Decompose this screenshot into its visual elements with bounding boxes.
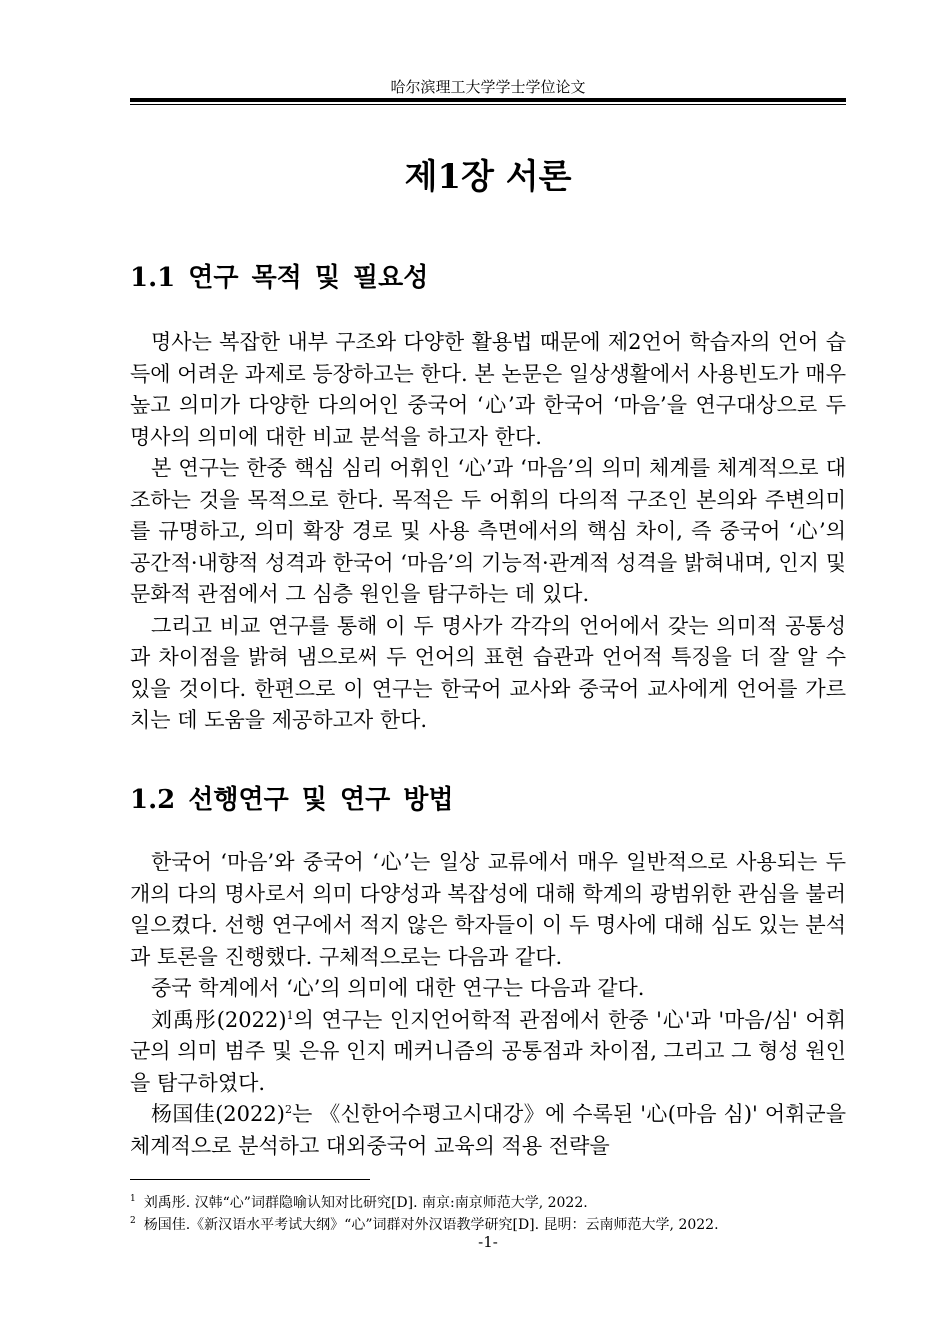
citation-author: 刘禹彤(2022) [151,1007,287,1032]
footnote [130,1192,846,1214]
citation-author: 杨国佳(2022) [151,1102,285,1126]
footnote-ref: 2 [284,1103,292,1116]
header-rule-thin [130,104,846,105]
chapter-title: 제1장 서론 [404,157,572,197]
footnote-mark: 2 [130,1216,136,1227]
paragraph-text: 의 연구는 인지언어학적 관점에서 한중 '心'과 '마음/심' 어휘군의 의미 범주 및 은유 인지 메커니즘의 공통점과 차이점, 그리고 그 형성 원인을 탐구하였다. [130,1007,846,1095]
footnote-ref: 1 [286,1008,294,1022]
page-number: -1- [478,1233,498,1251]
paragraph: 한국어 ‘마음’와 중국어 ‘心’는 일상 교류에서 매우 일반적으로 사용되는 두 개의 다의 명사로서 의미 다양성과 복잡성에 대해 학계의 광범위한 관심을 불러일으켰다. 선행 연구에서 적지 않은 학자들이 이 두 명사에 대해 심도 있는 분석과 토론을 진행했다. 구체적으로는 다음과 같다. [130,850,846,969]
paragraph: 중국 학계에서 ‘心’의 의미에 대한 연구는 다음과 같다. [151,976,645,1000]
footnote-separator [130,1179,370,1180]
paragraph-with-citation [130,1099,846,1162]
header-rule-thick [130,98,846,102]
paragraph: 그리고 비교 연구를 통해 이 두 명사가 각각의 언어에서 갖는 의미적 공통성과 차이점을 밝혀 냄으로써 두 언어의 표현 습관과 언어적 특징을 더 잘 알 수 있을 것이다. 한편으로 이 연구는 한국어 교사와 중국어 교사에게 언어를 가르치는 데 도움을 제공하고자 한다. [130,613,846,732]
footnotes [130,1192,846,1236]
paragraph-with-citation [130,1005,846,1100]
section-1-2-body [130,847,846,1162]
section-heading-1-1: 1.1 연구 목적 및 필요성 [130,263,429,293]
footnote-mark: 1 [130,1194,136,1205]
running-header: 哈尔滨理工大学学士学位论文 [390,78,586,96]
paragraph: 명사는 복잡한 내부 구조와 다양한 활용법 때문에 제2언어 학습자의 언어 습득에 어려운 과제로 등장하고는 한다. 본 논문은 일상생활에서 사용빈도가 매우 높고 의미가 다양한 다의어인 중국어 ‘心’과 한국어 ‘마음’을 연구대상으로 두 명사의 의미에 대한 비교 분석을 하고자 한다. [130,330,846,449]
section-1-1-body [130,327,846,737]
paragraph: 본 연구는 한중 핵심 심리 어휘인 ‘心’과 ‘마음’의 의미 체계를 체계적으로 대조하는 것을 목적으로 한다. 목적은 두 어휘의 다의적 구조인 본의와 주변의미를 규명하고, 의미 확장 경로 및 사용 측면에서의 핵심 차이, 즉 중국어 ‘心’의 공간적·내향적 성격과 한국어 ‘마음’의 기능적·관계적 성격을 밝혀내며, 인지 및 문화적 관점에서 그 심층 원인을 탐구하는 데 있다. [130,456,846,606]
footnote-text: 杨国佳.《新汉语水平考试大纲》“心”词群对外汉语教学研究[D]. 昆明：云南师范大学, 2022. [143,1217,719,1233]
paragraph-text: 는 《신한어수평고시대강》에 수록된 '心(마음 심)' 어휘군을 체계적으로 분석하고 대외중국어 교육의 적용 전략을 [130,1102,846,1158]
section-heading-1-2: 1.2 선행연구 및 연구 방법 [130,785,454,815]
footnote-text: 刘禹彤. 汉韩“心”词群隐喻认知对比研究[D]. 南京:南京师范大学, 2022. [143,1195,588,1211]
